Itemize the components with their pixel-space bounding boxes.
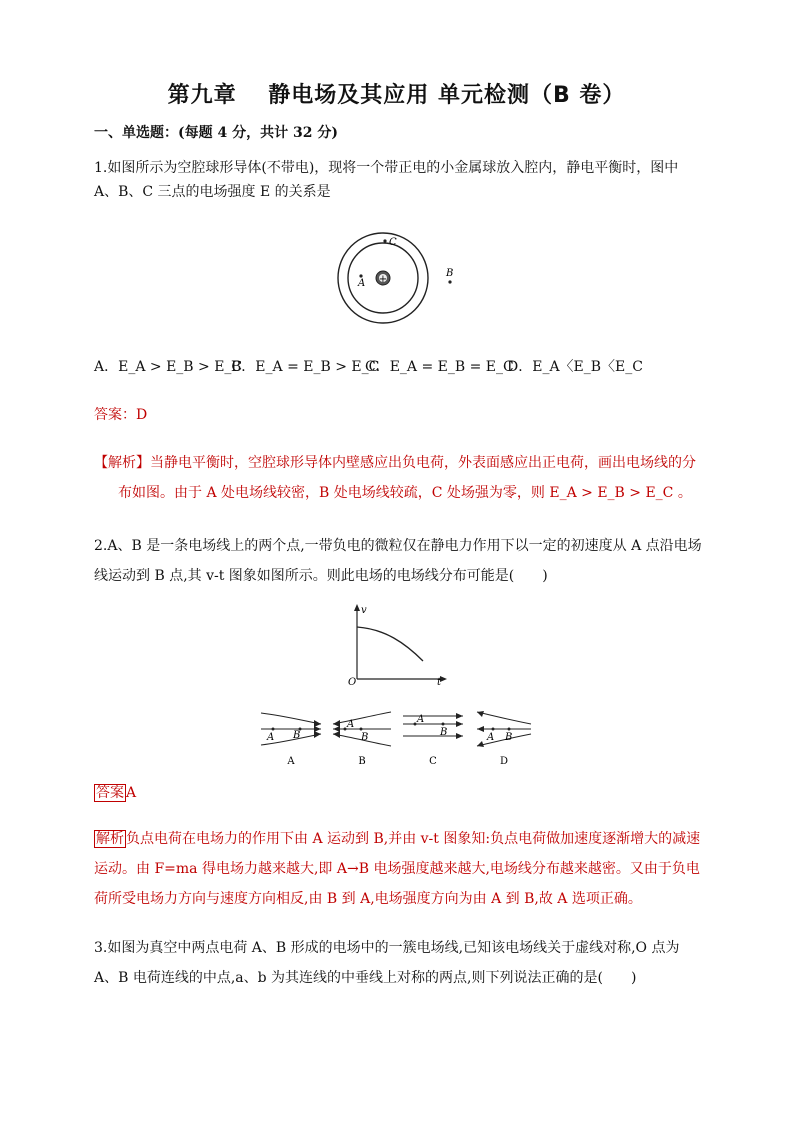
svg-text:B: B [505,732,513,743]
q2-answer [94,781,136,805]
q1-choice-d: D．E_A〈E_B〈E_C [507,359,643,375]
svg-text:B: B [361,732,369,743]
point-c-dot [383,239,386,242]
v-axis-arrow [354,604,360,611]
analysis-tag: 【解析】 [94,455,150,471]
option-b-diagram [333,712,391,746]
q2-analysis [94,824,706,914]
origin-label: O [348,677,357,685]
vt-graph [345,603,450,685]
svg-text:B: B [293,730,301,741]
question-2-text: 2.A、B 是一条电场线上的两个点,一带负电的微粒仅在静电力作用下以一定的初速度从 A 点沿电场线运动到 B 点,其 v-t 图象如图所示。则此电场的电场线分布可能是( ) [94,538,702,584]
question-1-text: 1.如图所示为空腔球形导体(不带电)，现将一个带正电的小金属球放入腔内，静电平衡时，图中 A、B、C 三点的电场强度 E 的关系是 [94,160,679,200]
t-axis-label: t [437,677,442,685]
q2-answer-value: A [126,785,137,801]
option-a-label: A [287,756,295,767]
option-c-label: C [429,756,437,767]
svg-text:B: B [440,727,448,738]
v-axis-label: v [361,605,367,616]
point-c-label: C [389,237,397,248]
q2-analysis-tag: 解析 [96,831,124,847]
analysis-line-1: 当静电平衡时，空腔球形导体内壁感应出负电荷，外表面感应出正电荷，画出电场线的分 [150,455,696,471]
q1-analysis [94,448,706,508]
q1-choice-a: A．E_A > E_B > E_C [94,359,243,375]
point-a-label: A [358,278,366,289]
option-c-diagram [403,713,463,739]
svg-text:A: A [267,732,275,743]
page-title: 第九章 静电场及其应用 单元检测（B 卷） [167,83,626,108]
option-a-diagram [261,713,321,745]
q2-analysis-text: 负点电荷在电场力的作用下由 A 运动到 B,并由 v-t 图象知:负点电荷做加速度逐渐增大的减速运动。由 F=ma 得电场力越来越大,即 A→B 电场强度越来越大,电场线分布越来越密。又由于负电荷所受电场力方向与速度方向相反,由 B 到 A,电场强度方向为由 A 到 B,故 A 选项正确。 [94,831,701,907]
option-d-diagram [477,711,531,747]
section-heading: 一、单选题：(每题 4 分，共计 32 分) [94,125,338,141]
q1-choice-b: B．E_A = E_B > E_C [231,359,380,375]
analysis-line-2: 布如图。由于 A 处电场线较密，B 处电场线较疏，C 处场强为零，则 E_A > E_B > E_C 。 [118,485,692,501]
field-line-options [255,698,540,770]
point-b-label: B [446,268,454,279]
q1-sphere-figure [335,228,465,338]
svg-text:A: A [417,714,425,725]
q2-answer-tag: 答案 [96,785,124,801]
plus-sign: + [378,274,388,285]
option-d-label: D [499,756,509,767]
question-3-text: 3.如图为真空中两点电荷 A、B 形成的电场中的一簇电场线,已知该电场线关于虚线对称,O 点为 A、B 电荷连线的中点,a、b 为其连线的中垂线上对称的两点,则下列说法正确的是( ) [94,940,680,986]
option-b-label: B [358,756,366,767]
vt-curve [357,627,423,661]
t-axis-arrow [440,676,447,682]
q1-answer: 答案：D [94,407,148,423]
q1-choice-c: C．E_A = E_B = E_C [365,359,514,375]
point-b-dot [448,280,451,283]
svg-text:A: A [347,719,355,730]
svg-text:A: A [487,732,495,743]
